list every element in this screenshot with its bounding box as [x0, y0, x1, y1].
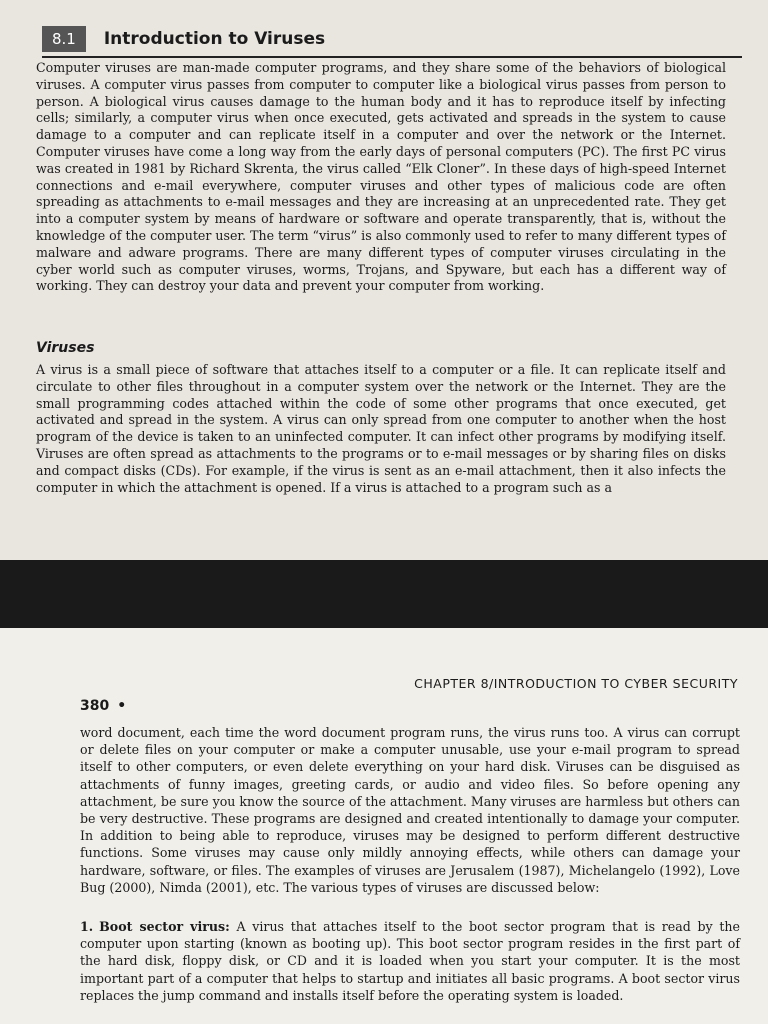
continued-paragraph: word document, each time the word document program runs, the virus runs too. A virus can corrupt or delete files on your computer or make a computer unusable, use your e-mail program to spread itself to other computers, or even delete everything on your hard disk. Viruses can be disguised as attachments of funny images, greeting cards, or audio and video files. So before opening any attachment, be sure you know the source of the attachment. Many viruses are harmless but others can be very destructive. These programs are designed and created intentionally to damage your computer. In addition to being able to reproduce, viruses may be designed to perform different destructive functions. Some viruses may cause only mildly annoying effects, while others can damage your hardware, software, or files. The examples of viruses are Jerusalem (1987), Michelangelo (1992), Love Bug (2000), Nimda (2001), etc. The various types of viruses are discussed below: [80, 725, 740, 895]
page-number-bullet: • [117, 698, 127, 714]
virus-paragraph: A virus is a small piece of software that attaches itself to a computer or a file. It can replicate itself and circulate to other files throughout in a computer system over the network or the Internet. They are the small programming codes attached within the code of some other programs that once executed, get activated and spread in the system. A virus can only spread from one computer to another when the host program of the device is taken to an uninfected computer. It can infect other programs by modifying itself. Viruses are often spread as attachments to the programs or to e-mail messages or by sharing files on disks and compact disks (CDs). For example, if the virus is sent as an e-mail attachment, then it also infects the computer in which the attachment is opened. If a virus is attached to a program such as a [36, 362, 726, 495]
running-head: CHAPTER 8/INTRODUCTION TO CYBER SECURITY [414, 676, 738, 691]
list-item-boot-sector [80, 918, 740, 1004]
page-number [80, 698, 126, 714]
section-number: 8.1 [42, 26, 86, 52]
list-item-term: Boot sector virus: [99, 919, 230, 934]
list-item-number: 1. [80, 919, 94, 934]
subheading-viruses: Viruses [36, 340, 95, 356]
intro-paragraph: Computer viruses are man-made computer programs, and they share some of the behaviors of biological viruses. A computer virus passes from computer to computer like a biological virus passes from person to person. A biological virus causes damage to the human body and it has to reproduce itself by infecting cells; similarly, a computer virus when once executed, gets activated and spreads in the system to cause damage to a computer and can replicate itself in a computer and over the network or the Internet. Computer viruses have come a long way from the early days of personal computers (PC). The first PC virus was created in 1981 by Richard Skrenta, the virus called “Elk Cloner”. In these days of high-speed Internet connections and e-mail everywhere, computer viruses and other types of malicious code are often spreading as attachments to e-mail messages and they are increasing at an unprecedented rate. They get into a computer system by means of hardware or software and operate transparently, that is, without the knowledge of the computer user. The term “virus” is also commonly used to refer to many different types of malware and adware programs. There are many different types of computer viruses circulating in the cyber world such as computer viruses, worms, Trojans, and Spyware, but each has a different way of working. They can destroy your data and prevent your computer from working. [36, 60, 726, 294]
bottom-page [0, 628, 768, 1024]
section-title: Introduction to Viruses [103, 29, 326, 49]
page-number-value: 380 [80, 698, 110, 714]
section-heading [42, 22, 742, 58]
list-item-text: A virus that attaches itself to the boot sector program that is read by the computer upon starting (known as booting up). This boot sector program resides in the first part of the hard disk, floppy disk, or CD and it is loaded when you start your computer. It is the most important part of a computer that helps to startup and initiates all basic programs. A boot sector virus replaces the jump command and installs itself before the operating system is loaded. [80, 919, 740, 1003]
